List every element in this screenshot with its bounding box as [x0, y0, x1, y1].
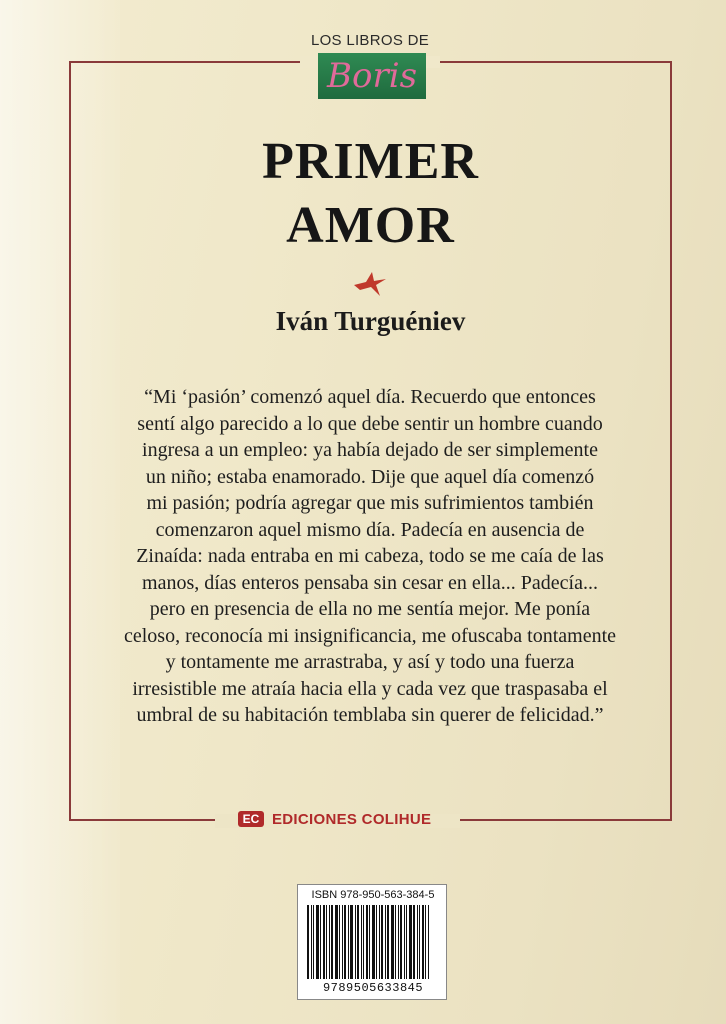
barcode: [297, 884, 447, 1000]
quote-line: umbral de su habitación temblaba sin querer de felicidad.”: [136, 704, 604, 726]
barcode-bar: [398, 905, 399, 979]
barcode-bar: [361, 905, 362, 979]
quote-line: irresistible me atraía hacia ella y cada vez que traspasaba el: [132, 677, 608, 700]
barcode-bar: [387, 905, 389, 979]
barcode-bar: [350, 905, 353, 979]
quote-line: comenzaron aquel mismo día. Padecía en ausencia de: [155, 518, 585, 541]
quote-line: celoso, reconocía mi insignificancia, me ofuscaba tontamente: [123, 624, 617, 647]
barcode-bar: [404, 905, 405, 979]
barcode-bar: [335, 905, 338, 979]
publisher-icon: EC: [238, 811, 264, 827]
quote-line: manos, días enteros pensaba sin cesar en ella... Padecía...: [142, 571, 598, 594]
barcode-bar: [320, 905, 321, 979]
barcode-bar: [376, 905, 377, 979]
barcode-bar: [425, 905, 426, 979]
series-label: LOS LIBROS DE: [310, 32, 430, 49]
barcode-bar: [366, 905, 368, 979]
series-logo-text: Boris: [326, 56, 418, 96]
barcode-bar: [379, 905, 380, 979]
synopsis-quote: [90, 384, 650, 729]
barcode-bars: [307, 905, 439, 979]
quote-line: Zinaída: nada entraba en mi cabeza, todo se me caía de las: [136, 545, 604, 567]
quote-line: mi pasión; podría agregar que mis sufrimientos también: [146, 492, 594, 514]
publisher-logo: [238, 808, 431, 830]
bird-icon: [352, 270, 388, 298]
quote-line: sentí algo parecido a lo que debe sentir un hombre cuando: [137, 412, 603, 435]
barcode-bar: [391, 905, 394, 979]
quote-line: pero en presencia de ella no me sentía mejor. Me ponía: [149, 598, 591, 620]
barcode-bar: [311, 905, 312, 979]
barcode-bar: [342, 905, 343, 979]
barcode-bar: [422, 905, 424, 979]
author-name: Iván Turguéniev: [275, 306, 466, 336]
barcode-bar: [417, 905, 418, 979]
barcode-bar: [348, 905, 349, 979]
quote-line: y tontamente me arrastraba, y así y todo una fuerza: [165, 651, 575, 673]
barcode-bar: [406, 905, 407, 979]
barcode-bar: [326, 905, 327, 979]
barcode-bar: [355, 905, 356, 979]
barcode-bar: [369, 905, 370, 979]
publisher-name: EDICIONES COLIHUE: [272, 810, 432, 828]
barcode-bar: [323, 905, 325, 979]
barcode-bar: [329, 905, 330, 979]
quote-line: un niño; estaba enamorado. Dije que aquel día comenzó: [145, 465, 595, 488]
barcode-bar: [419, 905, 420, 979]
barcode-bar: [400, 905, 402, 979]
isbn-label: ISBN 978-950-563-384-5: [311, 889, 435, 901]
barcode-bar: [363, 905, 364, 979]
barcode-bar: [344, 905, 346, 979]
barcode-bar: [357, 905, 359, 979]
barcode-bar: [385, 905, 386, 979]
barcode-bar: [409, 905, 412, 979]
barcode-bar: [395, 905, 396, 979]
barcode-bar: [313, 905, 314, 979]
barcode-bar: [381, 905, 383, 979]
barcode-bar: [331, 905, 333, 979]
barcode-bar: [339, 905, 340, 979]
quote-line: “Mi ‘pasión’ comenzó aquel día. Recuerdo que entonces: [144, 386, 596, 408]
barcode-bar: [316, 905, 319, 979]
barcode-bar: [413, 905, 415, 979]
book-title-line1: PRIMER: [262, 133, 479, 190]
barcode-digits: 9789505633845: [322, 981, 424, 995]
series-logo: [318, 53, 426, 99]
barcode-bar: [307, 905, 309, 979]
book-title-line2: AMOR: [286, 197, 455, 254]
barcode-bar: [372, 905, 375, 979]
barcode-bar: [428, 905, 429, 979]
quote-line: ingresa a un empleo: ya había dejado de ser simplemente: [142, 439, 598, 461]
